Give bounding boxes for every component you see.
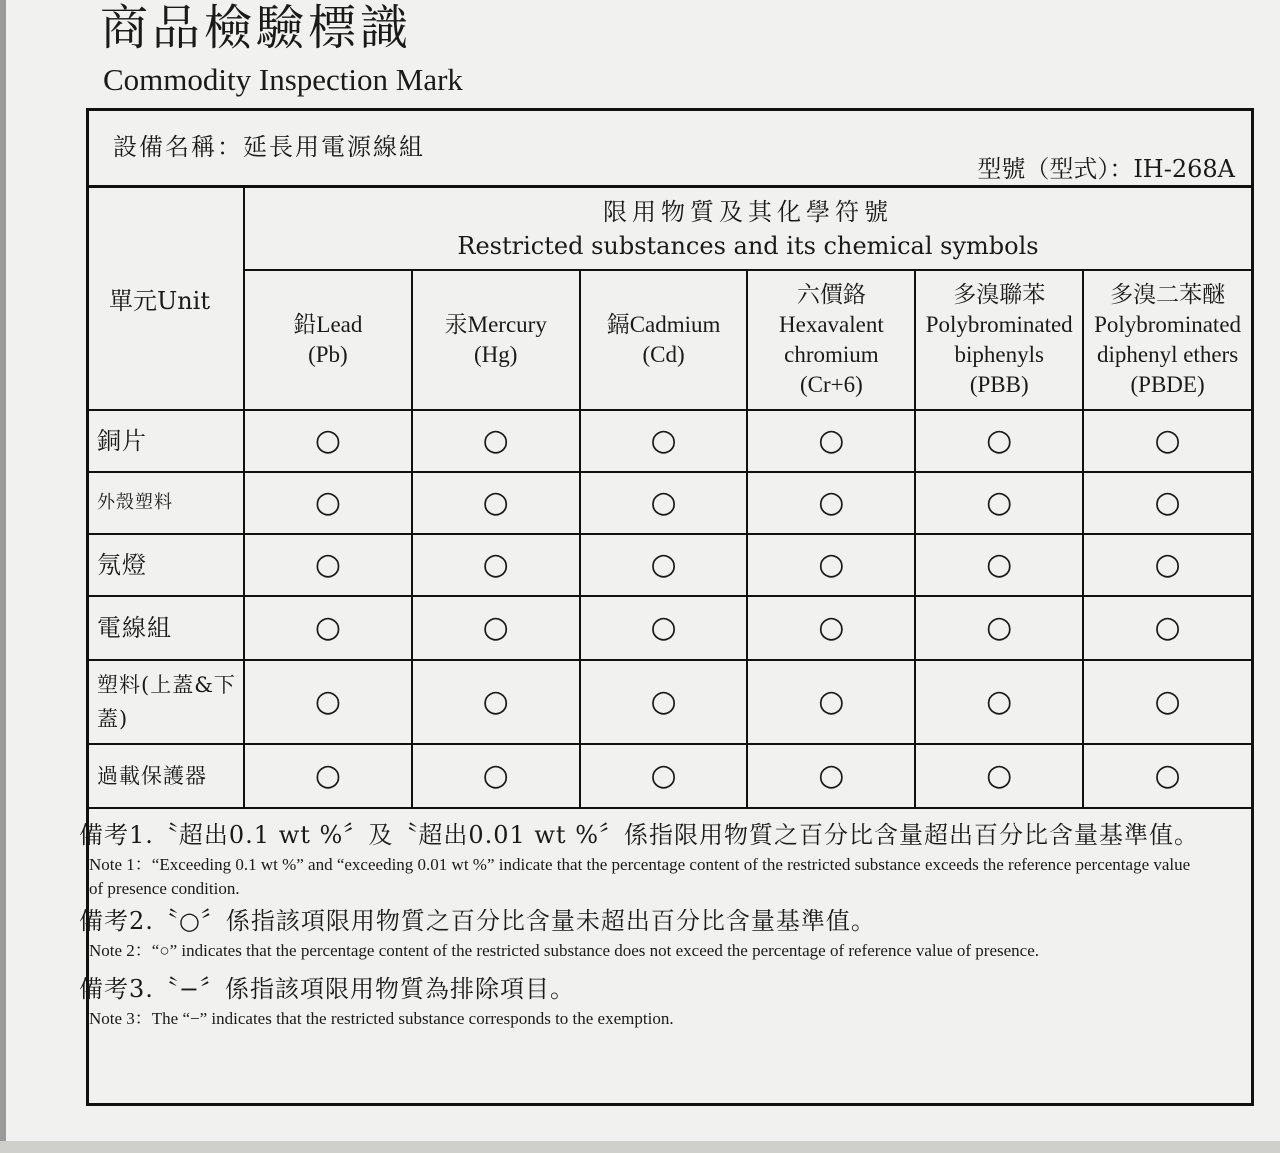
presence-mark: ○ <box>986 547 1013 582</box>
note-2-zh: 備考2.〝○〞係指該項限用物質之百分比含量未超出百分比含量基準值。 <box>79 907 876 935</box>
presence-mark: ○ <box>650 684 677 719</box>
presence-mark: ○ <box>1154 610 1181 645</box>
substance-pbb: 多溴聯苯 Polybrominated biphenyls (PBB) <box>915 270 1083 410</box>
note-1-zh: 備考1.〝超出0.1 wt %〞及〝超出0.01 wt %〞係指限用物質之百分比含量超出百分比含量基準值。 <box>79 821 1200 849</box>
substance-hexavalent-chromium: 六價鉻 Hexavalent chromium (Cr+6) <box>747 270 915 410</box>
row-unit-label: 外殼塑料 <box>89 472 244 534</box>
page-bottom-edge <box>0 1141 1280 1153</box>
row-unit-label: 電線組 <box>89 596 244 660</box>
restricted-substances-header <box>244 188 1251 270</box>
presence-mark: ○ <box>986 485 1013 520</box>
row-unit-label: 過載保護器 <box>89 744 244 808</box>
presence-mark: ○ <box>482 485 509 520</box>
presence-mark: ○ <box>818 684 845 719</box>
presence-mark: ○ <box>986 758 1013 793</box>
substance-mercury: 汞Mercury (Hg) <box>412 270 580 410</box>
presence-mark: ○ <box>650 423 677 458</box>
table-row <box>89 596 1251 660</box>
presence-mark: ○ <box>650 547 677 582</box>
row-unit-label: 氖燈 <box>89 534 244 596</box>
substance-table <box>89 188 1251 809</box>
presence-mark: ○ <box>1154 758 1181 793</box>
equipment-name: 設備名稱：延長用電源線組 <box>113 133 425 161</box>
presence-mark: ○ <box>314 547 341 582</box>
table-row <box>89 534 1251 596</box>
presence-mark: ○ <box>818 547 845 582</box>
note-1-en: Note 1：“Exceeding 0.1 wt %” and “exceeding 0.01 wt %” indicate that the percentage content of the restricted substance exceeds the reference percentage value of presence condition. <box>89 855 1191 898</box>
equipment-header <box>89 111 1251 188</box>
presence-mark: ○ <box>482 758 509 793</box>
table-row <box>89 410 1251 472</box>
note-2-en: Note 2：“○” indicates that the percentage content of the restricted substance does not exceed the percentage of reference value of presence. <box>89 941 1039 960</box>
presence-mark: ○ <box>482 547 509 582</box>
presence-mark: ○ <box>482 423 509 458</box>
model-number: 型號（型式）：IH-268A <box>977 155 1235 183</box>
restricted-header-zh: 限用物質及其化學符號 <box>603 197 893 226</box>
presence-mark: ○ <box>1154 547 1181 582</box>
presence-mark: ○ <box>650 758 677 793</box>
row-unit-label: 塑料(上蓋&下蓋) <box>89 660 244 744</box>
notes-section <box>79 809 1251 1031</box>
row-unit-label: 銅片 <box>89 410 244 472</box>
presence-mark: ○ <box>314 610 341 645</box>
substance-header-row <box>89 270 1251 410</box>
presence-mark: ○ <box>650 610 677 645</box>
presence-mark: ○ <box>1154 485 1181 520</box>
presence-mark: ○ <box>314 684 341 719</box>
presence-mark: ○ <box>986 610 1013 645</box>
presence-mark: ○ <box>818 610 845 645</box>
note-3-zh: 備考3.〝−〞係指該項限用物質為排除項目。 <box>79 975 576 1003</box>
presence-mark: ○ <box>314 423 341 458</box>
table-row <box>89 744 1251 808</box>
restricted-header-en: Restricted substances and its chemical symbols <box>457 231 1039 260</box>
presence-mark: ○ <box>314 485 341 520</box>
presence-mark: ○ <box>986 684 1013 719</box>
presence-mark: ○ <box>986 423 1013 458</box>
table-row <box>89 472 1251 534</box>
presence-mark: ○ <box>650 485 677 520</box>
presence-mark: ○ <box>482 610 509 645</box>
title-english: Commodity Inspection Mark <box>103 62 463 97</box>
inspection-sheet <box>79 108 1254 1106</box>
presence-mark: ○ <box>1154 684 1181 719</box>
presence-mark: ○ <box>818 758 845 793</box>
title-chinese: 商品檢驗標識 <box>100 0 413 56</box>
presence-mark: ○ <box>482 684 509 719</box>
table-row <box>89 660 1251 744</box>
substance-cadmium: 鎘Cadmium (Cd) <box>580 270 748 410</box>
substance-lead: 鉛Lead (Pb) <box>244 270 412 410</box>
unit-header: 單元Unit <box>89 188 244 410</box>
presence-mark: ○ <box>1154 423 1181 458</box>
presence-mark: ○ <box>818 485 845 520</box>
presence-mark: ○ <box>314 758 341 793</box>
note-3-en: Note 3：The “−” indicates that the restricted substance corresponds to the exemption. <box>89 1009 674 1028</box>
substance-pbde: 多溴二苯醚 Polybrominated diphenyl ethers (PBDE) <box>1083 270 1251 410</box>
presence-mark: ○ <box>818 423 845 458</box>
page-edge <box>0 0 6 1153</box>
